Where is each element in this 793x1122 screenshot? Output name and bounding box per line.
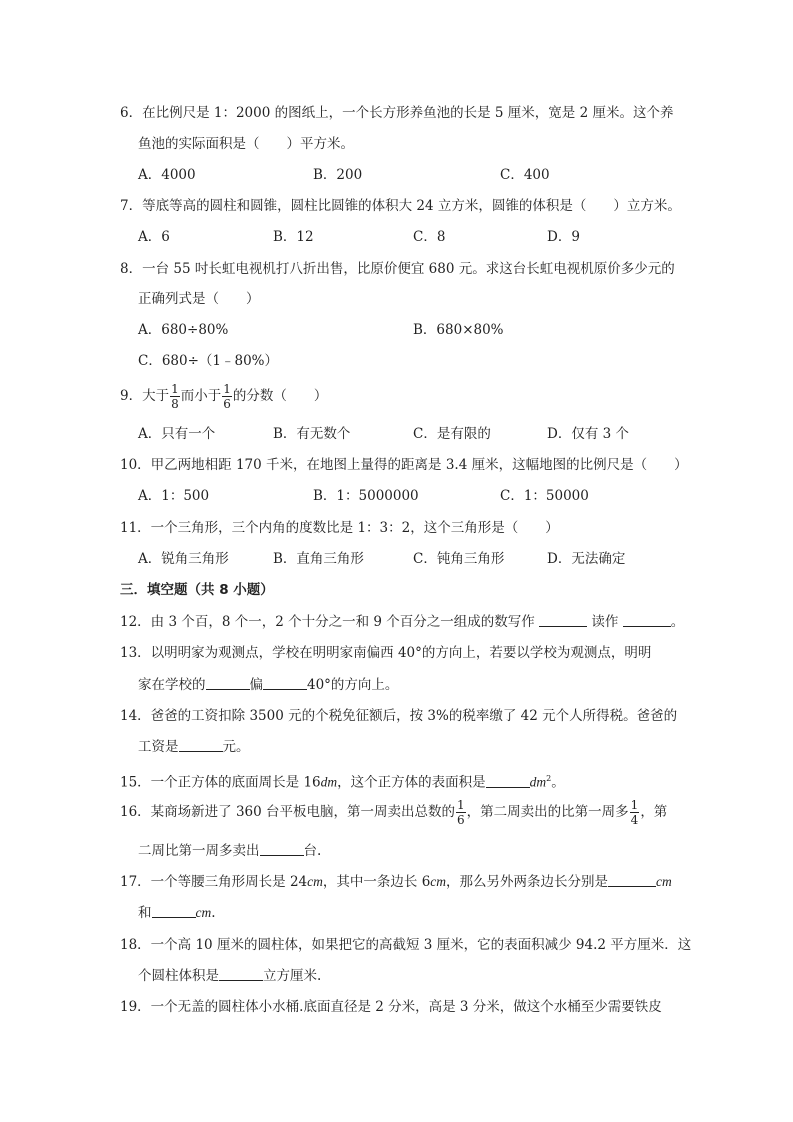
question-7-text: 7．等底等高的圆柱和圆锥，圆柱比圆锥的体积大 24 立方米，圆锥的体积是（ ）立方米。 (120, 198, 681, 214)
option-c[interactable]: C．钝角三角形 (413, 551, 505, 567)
question-12-text (120, 609, 793, 635)
q9-pre: 9．大于 (120, 388, 170, 404)
option-c[interactable]: C．是有限的 (413, 426, 491, 442)
question-18-text: 18．一个高 10 厘米的圆柱体，如果把它的高截短 3 厘米，它的表面积减少 94.2 平方厘米．这 (120, 937, 692, 953)
q16-text-e: 台. (303, 843, 322, 859)
answer-blank[interactable] (179, 737, 223, 752)
question-18-text-cont (138, 963, 793, 989)
question-16-text-cont (138, 838, 793, 864)
unit-exponent: 2 (546, 774, 552, 783)
denominator: 6 (223, 397, 231, 411)
option-a[interactable]: A．锐角三角形 (138, 551, 229, 567)
q18-text-a: 个圆柱体积是 (138, 968, 219, 984)
q12-text-b: 读作 (591, 614, 619, 630)
q16-text-a: 16．某商场新进了 360 台平板电脑，第一周卖出总数的 (120, 804, 456, 820)
answer-blank[interactable] (219, 966, 263, 981)
denominator: 6 (457, 813, 465, 827)
option-c[interactable]: C．8 (413, 229, 446, 245)
question-19-text: 19．一个无盖的圆柱体小水桶.底面直径是 2 分米，高是 3 分米，做这个水桶至少需要铁皮 (120, 999, 662, 1015)
q15-text-a: 15．一个正方体的底面周长是 16 (120, 774, 321, 791)
unit-cm: cm (307, 874, 323, 889)
numerator: 1 (457, 798, 465, 812)
option-b[interactable]: B．直角三角形 (273, 551, 364, 567)
question-7-options (0, 224, 793, 250)
question-8-text: 8．一台 55 吋长虹电视机打八折出售，比原价便宜 680 元。求这台长虹电视机原价多少元的 (120, 261, 675, 277)
q12-text-c: 。 (670, 614, 685, 630)
question-11-text: 11．一个三角形，三个内角的度数比是 1：3：2，这个三角形是（ ） (120, 520, 559, 536)
unit-cm: cm (430, 874, 447, 889)
question-9-text (120, 381, 793, 411)
option-a[interactable]: A．6 (138, 229, 170, 245)
question-10-text: 10．甲乙两地相距 170 千米，在地图上量得的距离是 3.4 厘米，这幅地图的比例尺是（ ） (120, 457, 688, 473)
question-11-options (0, 546, 793, 572)
question-6-text: 6．在比例尺是 1：2000 的图纸上，一个长方形养鱼池的长是 5 厘米，宽是 2 厘米。这个养 (120, 105, 674, 121)
q17-text-d: 和 (138, 905, 152, 921)
q14-text-a: 工资是 (138, 739, 179, 755)
q16-text-c: ，第 (640, 804, 668, 820)
answer-blank[interactable] (486, 773, 530, 788)
option-d[interactable]: D．9 (547, 229, 580, 245)
numerator: 1 (171, 382, 179, 396)
question-9-options (0, 421, 793, 447)
question-14-text-cont (138, 734, 793, 760)
option-d[interactable]: D．仅有 3 个 (547, 426, 629, 442)
question-6-options (0, 162, 793, 188)
q16-text-b: ，第二周卖出的比第一周多 (466, 804, 629, 820)
q17-text-e: . (211, 905, 216, 921)
option-d[interactable]: D．无法确定 (547, 551, 626, 567)
answer-blank[interactable] (539, 612, 587, 627)
unit-cm: cm (195, 905, 212, 920)
numerator: 1 (223, 382, 231, 396)
q12-text-a: 12．由 3 个百，8 个一，2 个十分之一和 9 个百分之一组成的数写作 (120, 614, 535, 630)
fraction-one-fourth (630, 799, 640, 826)
answer-blank[interactable] (206, 675, 250, 690)
option-a[interactable]: A．4000 (138, 167, 196, 183)
fraction-one-sixth (456, 799, 466, 826)
denominator: 4 (630, 813, 639, 827)
q9-post: 的分数（ ） (232, 388, 328, 404)
option-a[interactable]: A．只有一个 (138, 426, 216, 442)
option-c[interactable]: C．400 (500, 167, 550, 183)
option-c[interactable]: C．1：50000 (500, 488, 589, 504)
question-15-text (120, 766, 793, 792)
q13-text-b: 偏 (249, 677, 263, 693)
unit-dm: dm (320, 774, 338, 790)
fraction-one-eighth (170, 383, 180, 410)
question-8-text-cont: 正确列式是（ ） (138, 291, 260, 307)
q14-text-b: 元。 (222, 739, 250, 755)
option-b[interactable]: B．200 (313, 167, 363, 183)
answer-blank[interactable] (152, 903, 196, 918)
question-17-text (120, 869, 793, 895)
q13-text-c: 40°的方向上。 (307, 677, 399, 693)
answer-blank[interactable] (623, 612, 671, 627)
question-10-options (0, 483, 793, 509)
question-13-text-cont (138, 672, 793, 698)
option-a[interactable]: A．1：500 (138, 488, 210, 504)
q9-mid: 而小于 (180, 388, 222, 404)
unit-dm: dm (529, 774, 547, 790)
q13-text-a: 家在学校的 (138, 677, 206, 693)
question-17-text-cont (138, 900, 793, 926)
q17-text-c: ，那么另外两条边长分别是 (446, 874, 609, 890)
q18-text-b: 立方厘米. (263, 968, 322, 984)
fraction-one-sixth (222, 383, 232, 410)
option-b[interactable]: B．有无数个 (273, 426, 351, 442)
unit-cm: cm (656, 874, 672, 889)
option-a[interactable]: A．680÷80% (138, 322, 229, 338)
q17-text-b: ，其中一条边长 6 (322, 874, 431, 890)
numerator: 1 (630, 798, 639, 812)
question-14-text: 14．爸爸的工资扣除 3500 元的个税免征额后，按 3%的税率缴了 42 元个人所得税。爸爸的 (120, 708, 678, 724)
question-13-text: 13．以明明家为观测点，学校在明明家南偏西 40°的方向上，若要以学校为观测点，明明 (120, 645, 652, 661)
answer-blank[interactable] (608, 872, 656, 887)
section-heading: 三．填空题（共 8 小题） (120, 582, 274, 598)
q17-text-a: 17．一个等腰三角形周长是 24 (120, 874, 308, 890)
question-16-text (120, 796, 793, 828)
question-6-text-cont: 鱼池的实际面积是（ ）平方米。 (138, 136, 354, 152)
option-b[interactable]: B．12 (273, 229, 314, 245)
answer-blank[interactable] (263, 675, 307, 690)
answer-blank[interactable] (260, 841, 304, 856)
q15-text-b: ，这个正方体的表面积是 (337, 774, 486, 791)
option-c[interactable]: C．680÷（1﹣80%） (138, 353, 279, 369)
denominator: 8 (171, 397, 179, 411)
q15-text-c: 。 (551, 774, 565, 791)
question-8-options-row2 (0, 348, 793, 374)
option-b[interactable]: B．1：5000000 (313, 488, 419, 504)
question-8-options-row1 (0, 317, 793, 343)
q16-text-d: 二周比第一周多卖出 (138, 843, 260, 859)
option-b[interactable]: B．680×80% (413, 322, 504, 338)
